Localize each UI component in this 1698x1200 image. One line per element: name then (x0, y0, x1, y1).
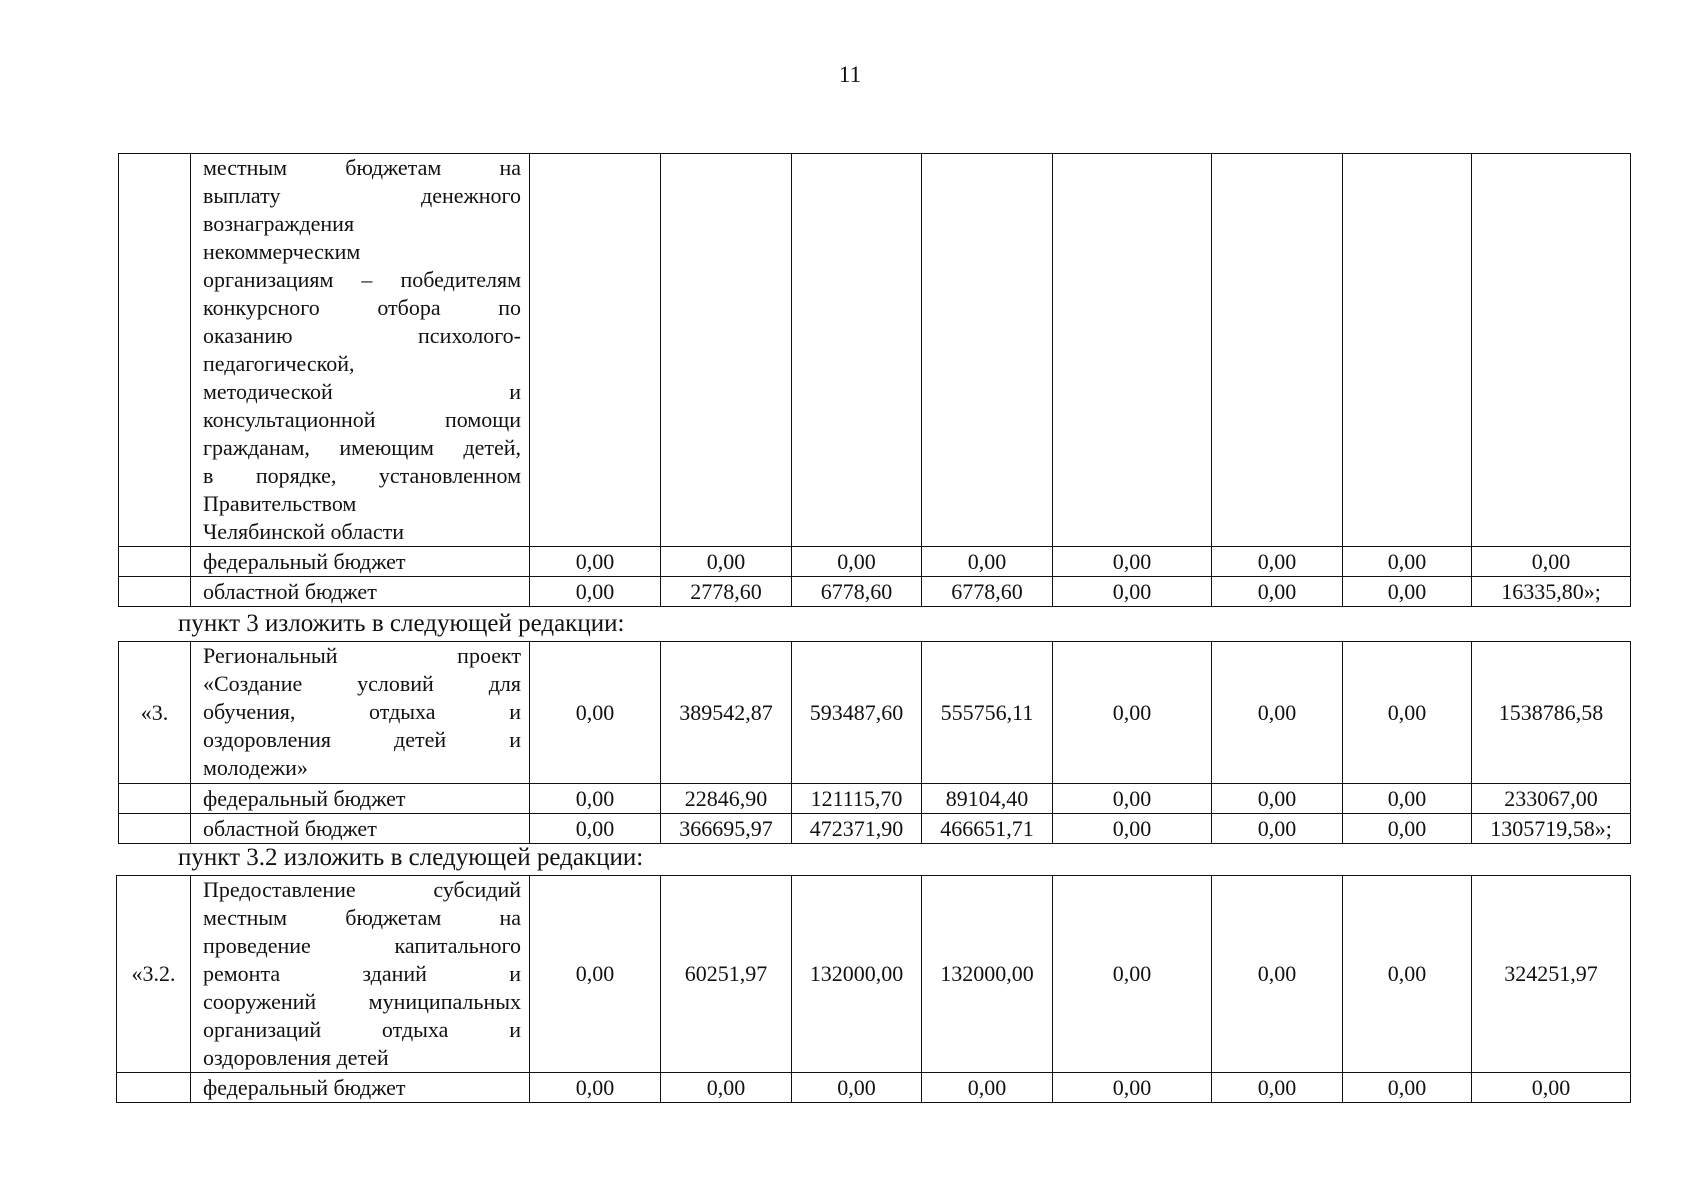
value-cell (1053, 154, 1212, 547)
description-line: методической и (203, 379, 521, 404)
value-cell: 2778,60 (661, 577, 792, 607)
table-row (119, 154, 1631, 547)
number-cell (117, 1073, 191, 1103)
value-cell: 1538786,58 (1472, 642, 1631, 784)
value-cell: 0,00 (661, 547, 792, 577)
value-cell: 0,00 (1472, 547, 1631, 577)
description-line: местным бюджетам на (203, 905, 521, 930)
description-line: обучения, отдыха и (203, 699, 521, 724)
description-line: оздоровления детей (203, 1045, 389, 1070)
value-cell: 0,00 (1343, 1073, 1472, 1103)
value-cell: 89104,40 (922, 784, 1053, 814)
number-cell (119, 577, 191, 607)
value-cell: 0,00 (1343, 547, 1472, 577)
value-cell: 0,00 (1212, 577, 1343, 607)
table-row (117, 1073, 1631, 1103)
value-cell: 60251,97 (661, 876, 792, 1073)
value-cell: 0,00 (1343, 577, 1472, 607)
description-line: Челябинской области (203, 519, 405, 544)
table-row (119, 642, 1631, 784)
value-cell: 0,00 (1053, 1073, 1212, 1103)
description-line: консультационной помощи (203, 407, 521, 432)
value-cell: 6778,60 (792, 577, 922, 607)
value-cell (530, 154, 661, 547)
description-cell (191, 876, 530, 1073)
value-cell: 0,00 (1212, 1073, 1343, 1103)
description-line: некоммерческим (203, 239, 361, 264)
value-cell: 0,00 (661, 1073, 792, 1103)
value-cell: 16335,80»; (1472, 577, 1631, 607)
description-cell (191, 154, 530, 547)
description-line: гражданам, имеющим детей, (203, 435, 521, 460)
table-row (119, 577, 1631, 607)
row-label: федеральный бюджет (191, 547, 530, 577)
description-line: организаций отдыха и (203, 1017, 521, 1042)
value-cell: 0,00 (1053, 642, 1212, 784)
value-cell: 0,00 (922, 547, 1053, 577)
row-label: федеральный бюджет (191, 784, 530, 814)
number-cell (119, 784, 191, 814)
value-cell: 0,00 (530, 547, 661, 577)
value-cell: 6778,60 (922, 577, 1053, 607)
description-line: вознаграждения (203, 211, 355, 236)
description-line: молодежи» (203, 755, 308, 780)
description-line: местным бюджетам на (203, 155, 521, 180)
value-cell (1212, 154, 1343, 547)
value-cell: 132000,00 (922, 876, 1053, 1073)
value-cell: 121115,70 (792, 784, 922, 814)
value-cell: 0,00 (1053, 577, 1212, 607)
value-cell: 0,00 (1343, 642, 1472, 784)
number-cell (119, 547, 191, 577)
description-line: Региональный проект (203, 643, 521, 668)
item-number: «3. (119, 642, 191, 784)
value-cell: 0,00 (1343, 784, 1472, 814)
value-cell: 0,00 (1212, 814, 1343, 844)
value-cell: 0,00 (792, 1073, 922, 1103)
value-cell: 555756,11 (922, 642, 1053, 784)
value-cell: 593487,60 (792, 642, 922, 784)
description-line: «Создание условий для (203, 671, 521, 696)
value-cell (1472, 154, 1631, 547)
item-number: «3.2. (117, 876, 191, 1073)
value-cell: 0,00 (530, 577, 661, 607)
value-cell: 0,00 (1053, 784, 1212, 814)
value-cell: 472371,90 (792, 814, 922, 844)
table-row (119, 547, 1631, 577)
number-cell (119, 154, 191, 547)
value-cell: 0,00 (530, 1073, 661, 1103)
table-row (117, 876, 1631, 1073)
value-cell (661, 154, 792, 547)
value-cell: 233067,00 (1472, 784, 1631, 814)
value-cell: 22846,90 (661, 784, 792, 814)
value-cell: 389542,87 (661, 642, 792, 784)
value-cell: 0,00 (1212, 784, 1343, 814)
value-cell: 0,00 (530, 784, 661, 814)
description-line: в порядке, установленном (203, 463, 521, 488)
description-line: конкурсного отбора по (203, 295, 521, 320)
amendment-note: пункт 3 изложить в следующей редакции: (178, 610, 625, 637)
table-row (119, 814, 1631, 844)
table-row (119, 784, 1631, 814)
value-cell: 0,00 (1053, 876, 1212, 1073)
value-cell: 0,00 (792, 547, 922, 577)
description-line: организациям – победителям (203, 267, 521, 292)
description-line: педагогической, (203, 351, 355, 376)
value-cell: 0,00 (530, 642, 661, 784)
page-number: 11 (838, 62, 862, 87)
value-cell: 0,00 (1053, 814, 1212, 844)
description-line: сооружений муниципальных (203, 989, 521, 1014)
value-cell: 0,00 (530, 876, 661, 1073)
row-label: федеральный бюджет (191, 1073, 530, 1103)
value-cell: 0,00 (1053, 547, 1212, 577)
value-cell: 132000,00 (792, 876, 922, 1073)
number-cell (119, 814, 191, 844)
budget-table-item-3 (118, 641, 1631, 844)
value-cell: 0,00 (1343, 876, 1472, 1073)
value-cell (792, 154, 922, 547)
budget-table-item-3-2 (116, 875, 1631, 1103)
value-cell: 324251,97 (1472, 876, 1631, 1073)
value-cell: 0,00 (1343, 814, 1472, 844)
description-cell (191, 642, 530, 784)
value-cell (922, 154, 1053, 547)
row-label: областной бюджет (191, 577, 530, 607)
description-line: оздоровления детей и (203, 727, 521, 752)
description-line: выплату денежного (203, 183, 521, 208)
description-line: Правительством (203, 491, 357, 516)
description-line: оказанию психолого- (203, 323, 521, 348)
value-cell: 0,00 (1212, 876, 1343, 1073)
description-line: ремонта зданий и (203, 961, 521, 986)
description-line: проведение капитального (203, 933, 521, 958)
value-cell: 0,00 (530, 814, 661, 844)
amendment-note: пункт 3.2 изложить в следующей редакции: (178, 844, 644, 871)
budget-table-continuation (118, 153, 1631, 607)
value-cell: 0,00 (1472, 1073, 1631, 1103)
value-cell: 0,00 (1212, 547, 1343, 577)
value-cell: 1305719,58»; (1472, 814, 1631, 844)
value-cell: 466651,71 (922, 814, 1053, 844)
row-label: областной бюджет (191, 814, 530, 844)
value-cell: 366695,97 (661, 814, 792, 844)
value-cell: 0,00 (1212, 642, 1343, 784)
value-cell (1343, 154, 1472, 547)
value-cell: 0,00 (922, 1073, 1053, 1103)
description-line: Предоставление субсидий (203, 877, 521, 902)
